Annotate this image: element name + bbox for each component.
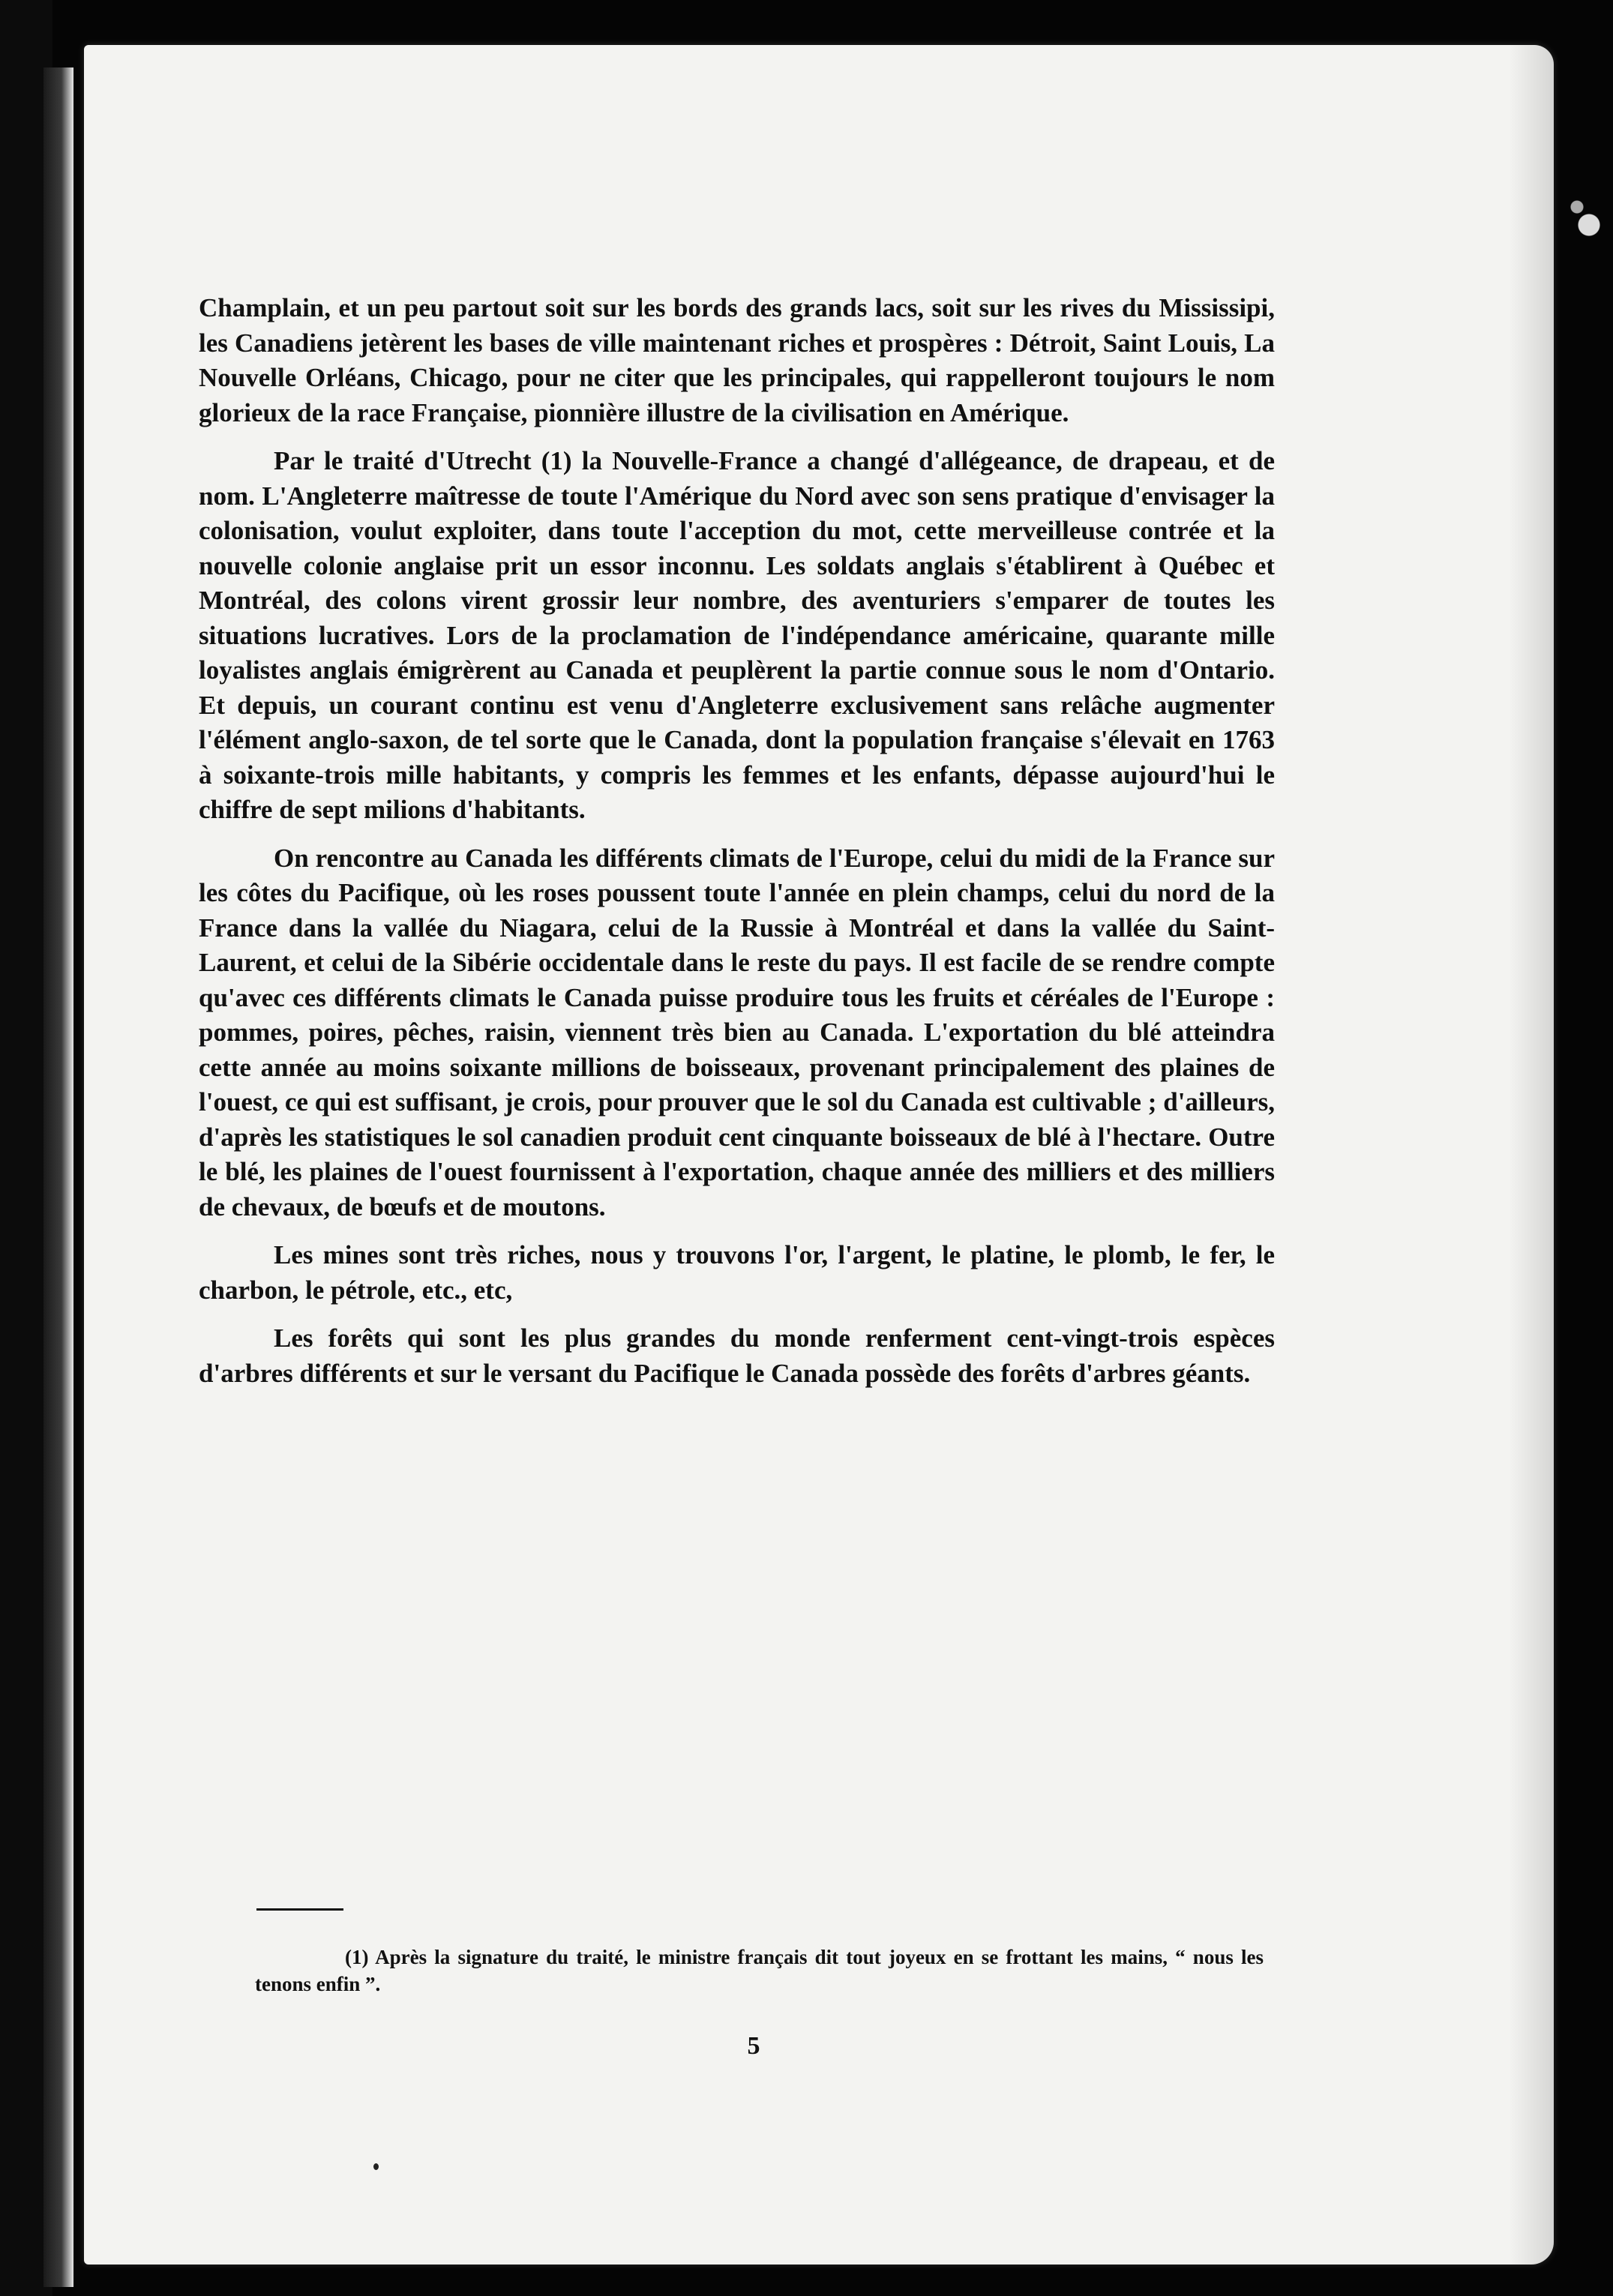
paragraph-5: Les forêts qui sont les plus grandes du monde renferment cent-vingt-trois espèces d'arbres différents et sur le versant du Pacifique le Canada possède des forêts d'arbres géants. bbox=[199, 1323, 1275, 1388]
paragraph-2: Par le traité d'Utrecht (1) la Nouvelle-France a changé d'allégeance, de drapeau, et de nom. L'Angleterre maîtresse de toute l'Amérique du Nord avec son sens pratique d'envisager la colonisation, voulut exploiter, dans toute l'acception du mot, cette merveilleuse contrée et la nouvelle colonie anglaise prit un essor inconnu. Les soldats anglais s'établirent à Québec et Montréal, des colons virent grossir leur nombre, des aventuriers s'emparer de toutes les situations lucratives. Lors de la proclamation de l'indépendance américaine, quarante mille loyalistes anglais émigrèrent au Canada et peuplèrent la partie connue sous le nom d'Ontario. Et depuis, un courant continu est venu d'Angleterre exclusivement sans relâche augmenter l'élément anglo-saxon, de tel sorte que le Canada, dont la population française s'élevait en 1763 à soixante-trois mille habitants, y compris les femmes et les enfants, dépasse aujourd'hui le chiffre de sept milions d'habitants. bbox=[199, 446, 1275, 824]
footnote-divider bbox=[256, 1908, 343, 1911]
page-edge-shadow bbox=[1509, 45, 1554, 2265]
paragraph-1: Champlain, et un peu partout soit sur les bords des grands lacs, soit sur les rives du Mississipi, les Canadiens jetèrent les bases de ville maintenant riches et prospères : Détroit, Saint Louis, La Nouvelle Orléans, Chicago, pour ne citer que les principales, qui rappelleront toujours le nom glorieux de la race Française, pionnière illustre de la civilisation en Amérique. bbox=[199, 293, 1275, 427]
body-text bbox=[199, 291, 1275, 1391]
paragraph-3: On rencontre au Canada les différents climats de l'Europe, celui du midi de la France sur les côtes du Pacifique, où les roses poussent toute l'année en plein champs, celui du nord de la France dans la vallée du Niagara, celui de la Russie à Montréal et dans la vallée du Saint-Laurent, et celui de la Sibérie occidentale dans le reste du pays. Il est facile de se rendre compte qu'avec ces différents climats le Canada puisse produire tous les fruits et céréales de l'Europe : pommes, poires, pêches, raisin, viennent très bien au Canada. L'exportation du blé atteindra cette année au moins soixante millions de boisseaux, provenant principalement des plaines de l'ouest, ce qui est suffisant, je crois, pour prouver que le sol du Canada est cultivable ; d'ailleurs, d'après les statistiques le sol canadien produit cent cinquante boisseaux de blé à l'hectare. Outre le blé, les plaines de l'ouest fournissent à l'exportation, chaque année des milliers et des milliers de chevaux, de bœufs et de moutons. bbox=[199, 843, 1275, 1221]
scan-artifact bbox=[1553, 180, 1613, 270]
paragraph-4: Les mines sont très riches, nous y trouvons l'or, l'argent, le platine, le plomb, le fer, le charbon, le pétrole, etc., etc, bbox=[199, 1240, 1275, 1305]
facing-page-edge bbox=[43, 67, 73, 2287]
page-number: 5 bbox=[747, 2032, 760, 2060]
footnote: (1) Après la signature du traité, le ministre français dit tout joyeux en se frottant les mains, “ nous les tenons enfin ”. bbox=[255, 1946, 1264, 1995]
scan-speck bbox=[373, 2163, 379, 2170]
